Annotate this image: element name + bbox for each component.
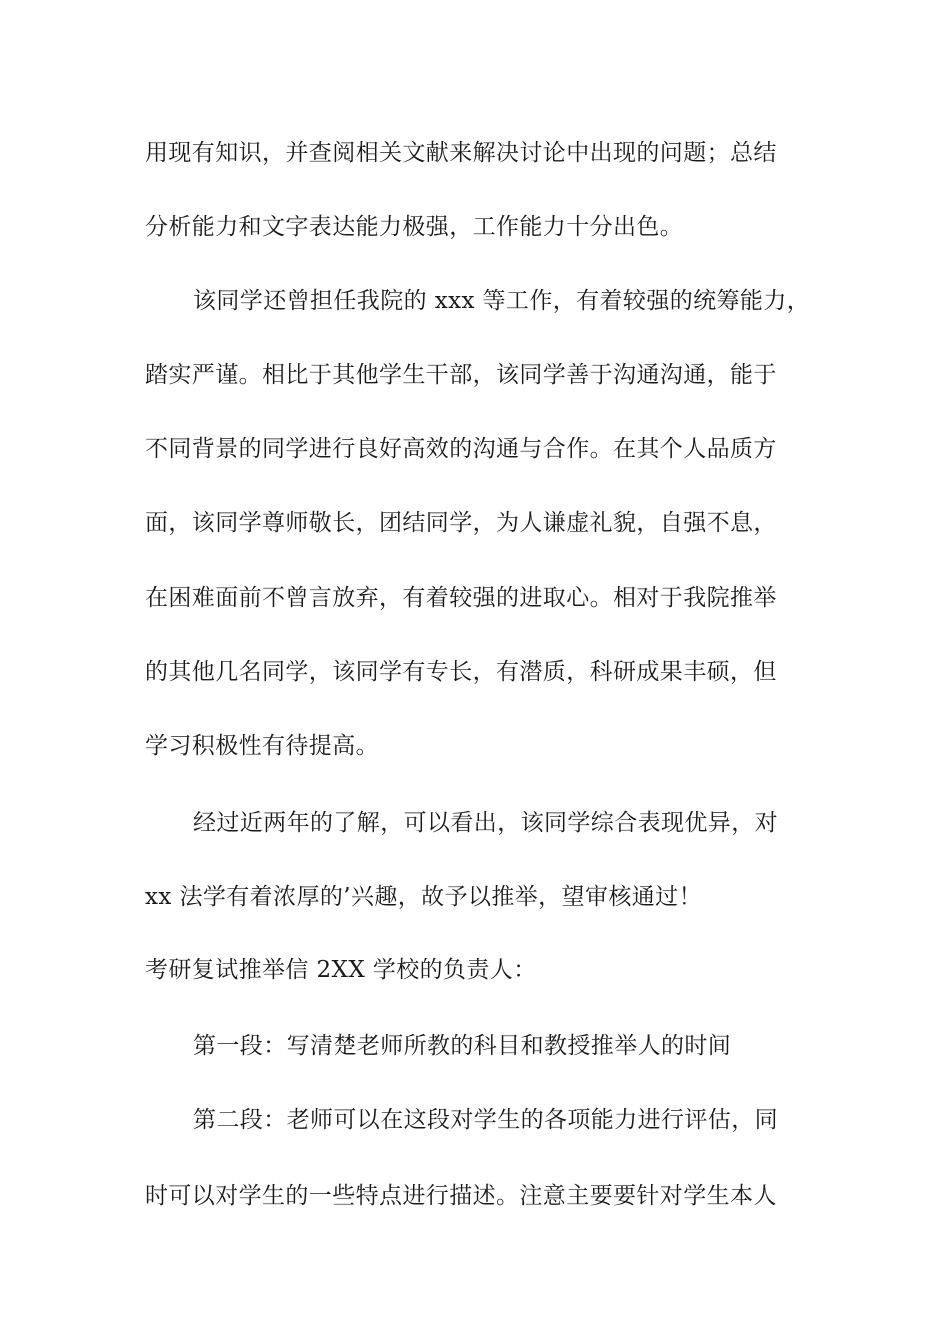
heading-line: 考研复试推举信 2XX 学校的负责人： — [145, 957, 537, 983]
paragraph-start-line: 该同学还曾担任我院的 xxx 等工作，有着较强的统筹能力， — [193, 288, 811, 314]
text-line: 的其他几名同学，该同学有专长，有潜质，科研成果丰硕，但 — [145, 659, 777, 685]
text-line: 在困难面前不曾言放弃，有着较强的进取心。相对于我院推举 — [145, 585, 777, 611]
text-line: 学习积极性有待提高。 — [145, 733, 379, 759]
text-line: 时可以对学生的一些特点进行描述。注意主要要针对学生本人 — [145, 1183, 777, 1209]
paragraph-start-line: 第一段：写清楚老师所教的科目和教授推举人的时间 — [193, 1033, 732, 1059]
text-line: 不同背景的同学进行良好高效的沟通与合作。在其个人品质方 — [145, 436, 777, 462]
text-line: 分析能力和文字表达能力极强，工作能力十分出色。 — [145, 214, 684, 240]
text-line: 用现有知识，并查阅相关文献来解决讨论中出现的问题；总结 — [145, 140, 777, 166]
text-line: 面，该同学尊师敬长，团结同学，为人谦虚礼貌，自强不息， — [145, 510, 777, 536]
text-line: xx 法学有着浓厚的’兴趣，故予以推举，望审核通过！ — [145, 884, 702, 910]
paragraph-start-line: 经过近两年的了解，可以看出，该同学综合表现优异，对 — [193, 810, 778, 836]
paragraph-start-line: 第二段：老师可以在这段对学生的各项能力进行评估，同 — [193, 1107, 778, 1133]
text-line: 踏实严谨。相比于其他学生干部，该同学善于沟通沟通，能于 — [145, 362, 777, 388]
